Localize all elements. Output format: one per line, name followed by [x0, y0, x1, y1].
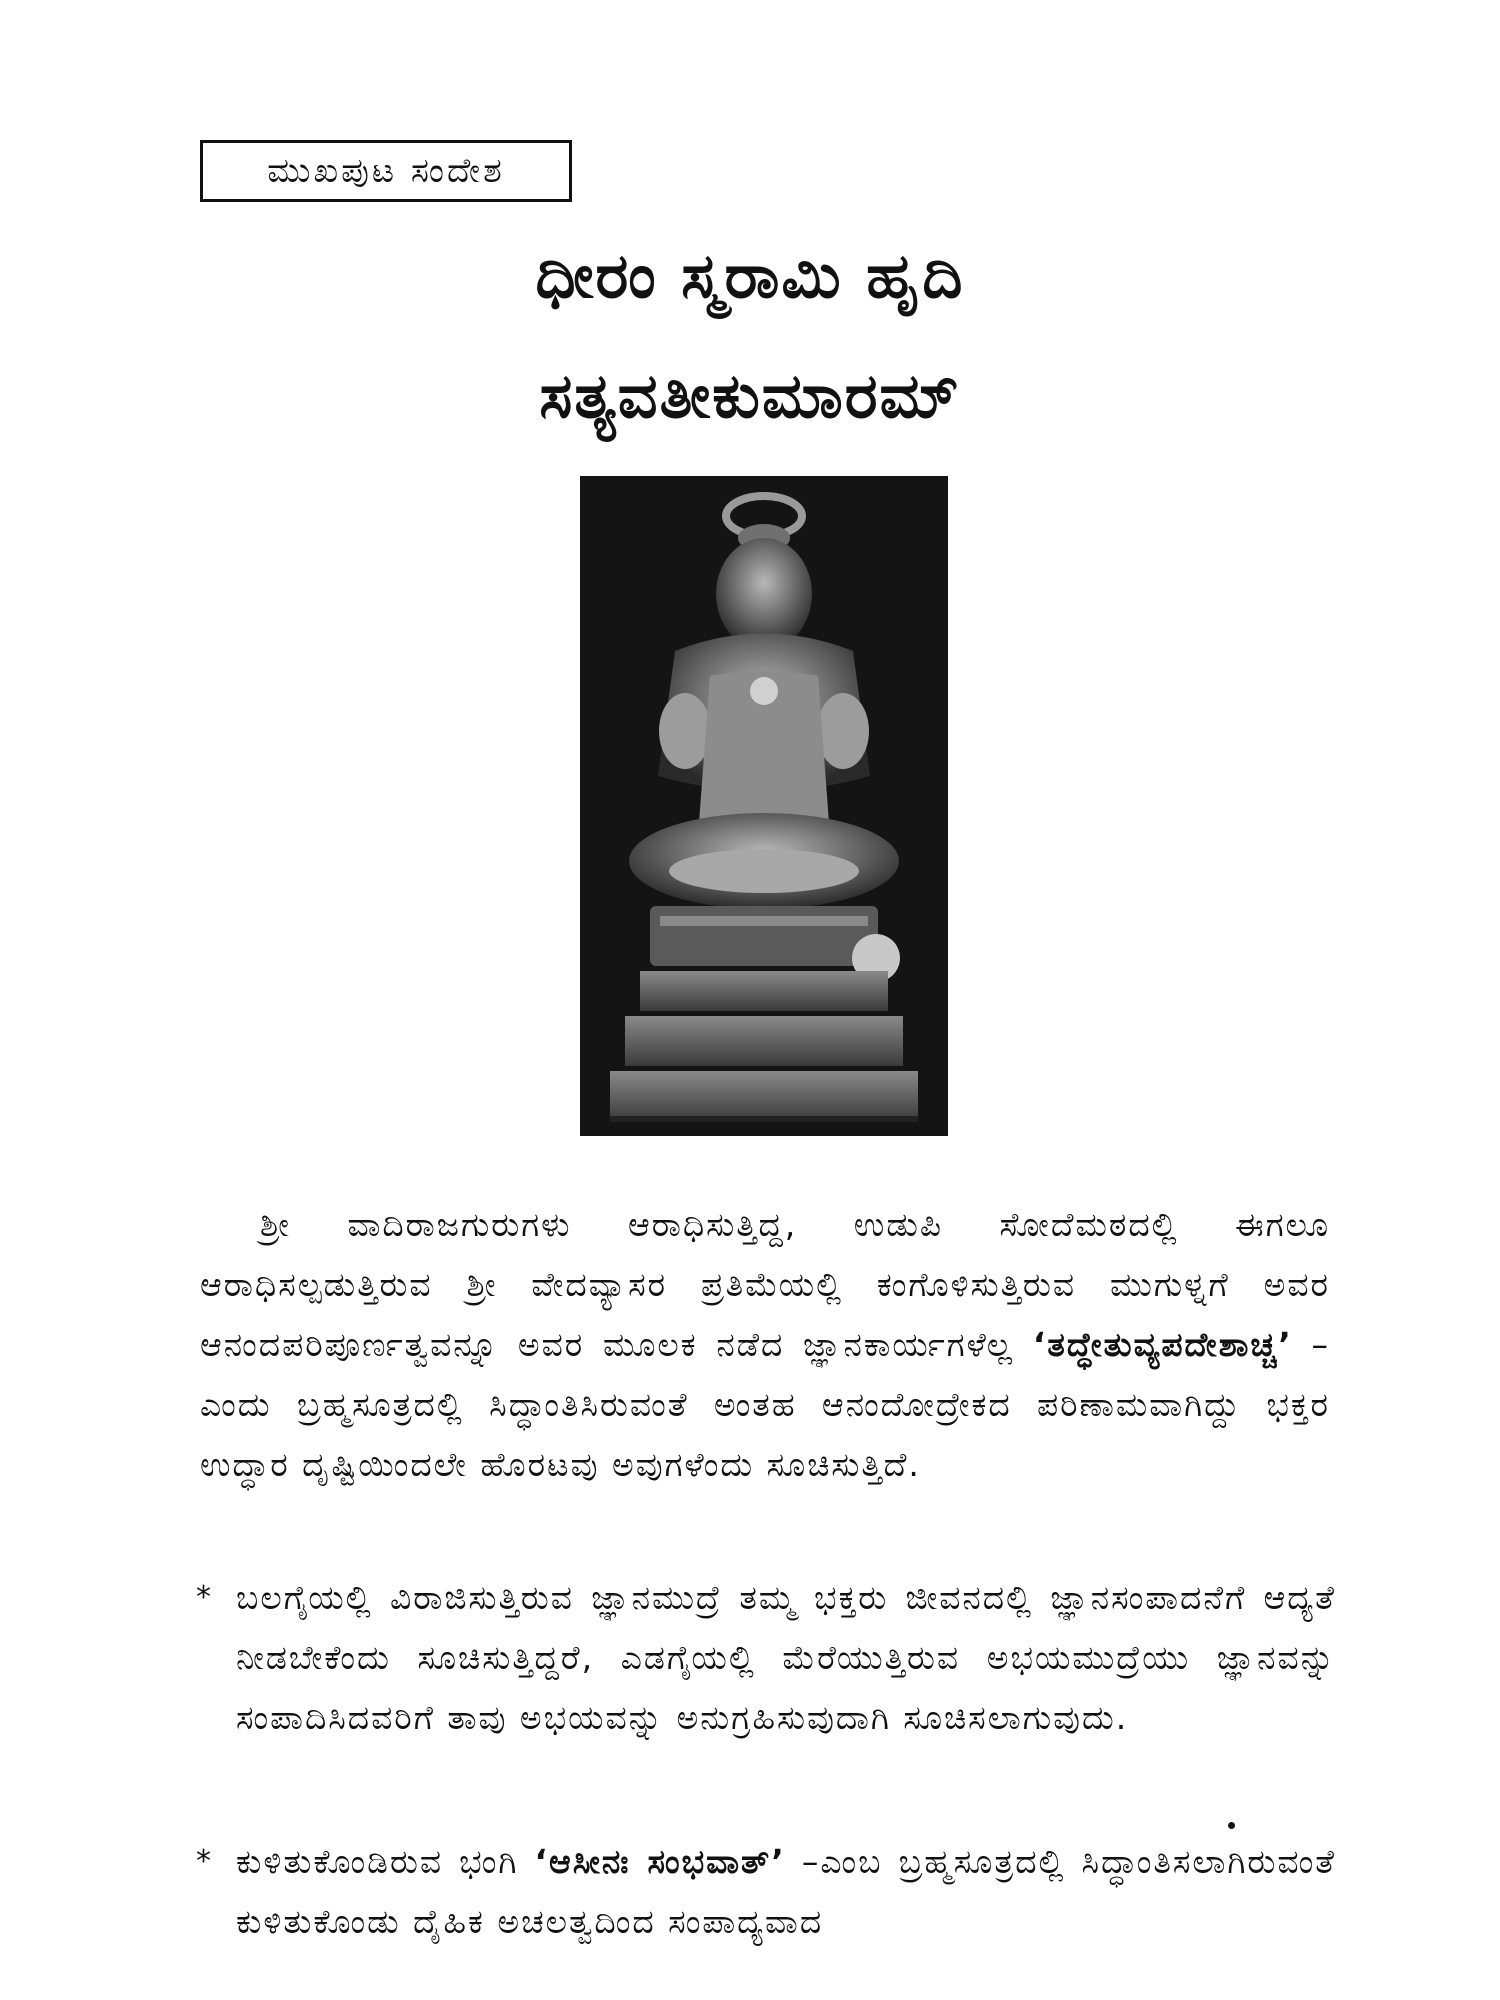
section-label: ಮುಖಪುಟ ಸಂದೇಶ: [267, 151, 505, 191]
bullet-item-1: [196, 1568, 1336, 1748]
bullet-text-2-after: –ಎಂಬ ಬ್ರಹ್ಮಸೂತ್ರದಲ್ಲಿ ಸಿದ್ಧಾಂತಿಸಲಾಗಿರುವಂತೆ ಕುಳಿತುಕೊಂಡು ದೈಹಿಕ ಅಚಲತ್ವದಿಂದ ಸಂಪಾದ್ಯವಾದ: [236, 1842, 1336, 1941]
paragraph-intro-text-1: ಶ್ರೀ ವಾದಿರಾಜಗುರುಗಳು ಆರಾಧಿಸುತ್ತಿದ್ದ, ಉಡುಪಿ ಸೋದೆಮಠದಲ್ಲಿ ಈಗಲೂ ಆರಾಧಿಸಲ್ಪಡುತ್ತಿರುವ ಶ್ರೀ ವೇದವ್ಯಾಸರ ಪ್ರತಿಮೆಯಲ್ಲಿ ಕಂಗೊಳಿಸುತ್ತಿರುವ ಮುಗುಳ್ನಗೆ ಅವರ ಆನಂದಪರಿಪೂರ್ಣತ್ವವನ್ನೂ ಅವರ ಮೂಲಕ ನಡೆದ ಜ್ಞಾನಕಾರ್ಯಗಳೆಲ್ಲ: [200, 1205, 1330, 1364]
bullet-text-2-before: ಕುಳಿತುಕೊಂಡಿರುವ ಭಂಗಿ: [236, 1842, 535, 1881]
section-label-box: [200, 140, 572, 202]
bullet-text-2: [236, 1832, 1336, 1952]
bullet-marker-2: *: [196, 1844, 213, 1879]
title-line-2: ಸತ್ಯವತೀಕುಮಾರಮ್: [539, 359, 961, 432]
bullet-text-2-quote: ‘ಆಸೀನಃ ಸಂಭವಾತ್’: [534, 1842, 786, 1881]
bullet-item-2: [196, 1832, 1336, 1952]
idol-illustration: [580, 476, 948, 1136]
paragraph-intro-quote: ‘ತದ್ಧೇತುವ್ಯಪದೇಶಾಚ್ಚ’: [1032, 1325, 1293, 1364]
paragraph-intro: [200, 1195, 1330, 1495]
ink-speck: [1228, 1822, 1235, 1829]
paragraph-intro-text-2: –ಎಂದು ಬ್ರಹ್ಮಸೂತ್ರದಲ್ಲಿ ಸಿದ್ಧಾಂತಿಸಿರುವಂತೆ ಅಂತಹ ಆನಂದೋದ್ರೇಕದ ಪರಿಣಾಮವಾಗಿದ್ದು ಭಕ್ತರ ಉದ್ಧಾರ ದೃಷ್ಟಿಯಿಂದಲೇ ಹೊರಟವು ಅವುಗಳೆಂದು ಸೂಚಿಸುತ್ತಿದೆ.: [200, 1325, 1330, 1484]
vedavyasa-idol-photo: [580, 476, 948, 1136]
bullet-marker-1: *: [196, 1580, 213, 1615]
title-line-1: ಧೀರಂ ಸ್ಮರಾಮಿ ಹೃದಿ: [535, 239, 965, 312]
bullet-text-1: ಬಲಗೈಯಲ್ಲಿ ವಿರಾಜಿಸುತ್ತಿರುವ ಜ್ಞಾನಮುದ್ರೆ ತಮ್ಮ ಭಕ್ತರು ಜೀವನದಲ್ಲಿ ಜ್ಞಾನಸಂಪಾದನೆಗೆ ಆದ್ಯತೆ ನೀಡಬೇಕೆಂದು ಸೂಚಿಸುತ್ತಿದ್ದರೆ, ಎಡಗೈಯಲ್ಲಿ ಮೆರೆಯುತ್ತಿರುವ ಅಭಯಮುದ್ರೆಯು ಜ್ಞಾನವನ್ನು ಸಂಪಾದಿಸಿದವರಿಗೆ ತಾವು ಅಭಯವನ್ನು ಅನುಗ್ರಹಿಸುವುದಾಗಿ ಸೂಚಿಸಲಾಗುವುದು.: [236, 1578, 1336, 1737]
